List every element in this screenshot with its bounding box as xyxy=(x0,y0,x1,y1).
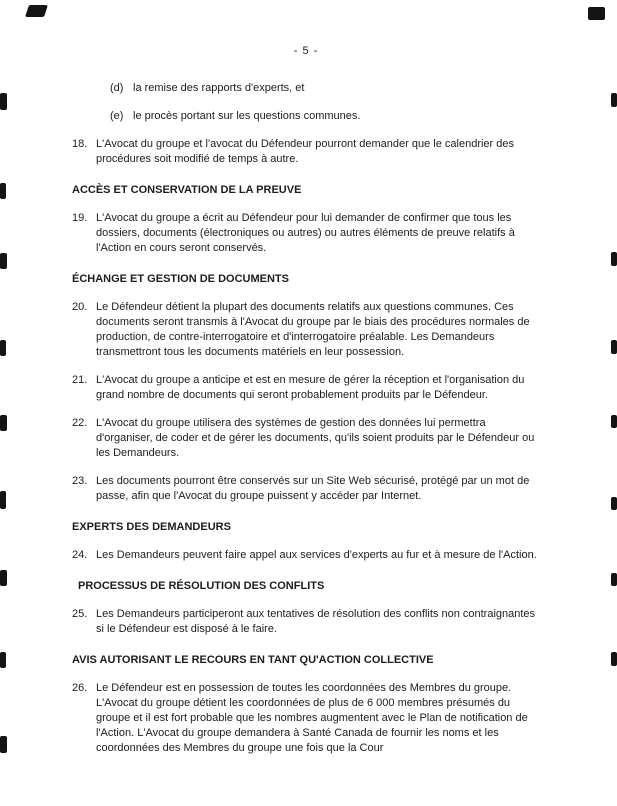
scan-artifact xyxy=(0,93,7,110)
scan-artifact xyxy=(611,652,617,666)
scan-artifact xyxy=(0,736,7,753)
scan-artifact xyxy=(588,7,605,20)
paragraph-18 xyxy=(72,137,540,167)
scan-artifact xyxy=(611,573,617,586)
paragraph-text: L'Avocat du groupe utilisera des systèmes de gestion des données lui permettra d'organiser, de coder et de gérer les documents, qu'ils soient produits par le Défendeur ou les Demandeurs. xyxy=(96,417,535,459)
scan-artifact xyxy=(0,415,7,431)
scan-artifact xyxy=(0,570,7,586)
section-heading-experts: EXPERTS DES DEMANDEURS xyxy=(72,521,231,533)
scan-artifact xyxy=(25,5,48,17)
paragraph-20 xyxy=(72,300,540,360)
paragraph-number: 23. xyxy=(72,475,88,487)
list-item-label: (e) xyxy=(110,110,124,122)
scan-artifact xyxy=(0,652,6,668)
section-heading-echange: ÉCHANGE ET GESTION DE DOCUMENTS xyxy=(72,273,289,285)
scan-artifact xyxy=(611,415,617,428)
list-item-e xyxy=(110,109,540,124)
paragraph-number: 20. xyxy=(72,301,88,313)
paragraph-text: Les documents pourront être conservés sur un Site Web sécurisé, protégé par un mot de passe, afin que l'Avocat du groupe puissent y accéder par Internet. xyxy=(96,475,530,502)
paragraph-24 xyxy=(72,548,540,563)
paragraph-number: 26. xyxy=(72,682,88,694)
list-item-text: le procès portant sur les questions communes. xyxy=(133,110,361,122)
paragraph-text: L'Avocat du groupe et l'avocat du Défendeur pourront demander que le calendrier des procédures soit modifié de temps à autre. xyxy=(96,138,514,165)
scan-artifact xyxy=(0,491,6,509)
paragraph-number: 25. xyxy=(72,608,88,620)
scan-artifact xyxy=(611,93,617,107)
paragraph-19 xyxy=(72,211,540,256)
page-number: - 5 - xyxy=(293,45,319,57)
scan-artifact xyxy=(611,252,617,266)
scan-artifact xyxy=(611,497,617,510)
paragraph-23 xyxy=(72,474,540,504)
paragraph-number: 22. xyxy=(72,417,88,429)
scan-artifact xyxy=(0,183,6,199)
paragraph-number: 24. xyxy=(72,549,88,561)
paragraph-text: Les Demandeurs participeront aux tentatives de résolution des conflits non contraignantes si le Défendeur est disposé à le faire. xyxy=(96,608,536,635)
paragraph-number: 21. xyxy=(72,374,88,386)
paragraph-text: Le Défendeur est en possession de toutes les coordonnées des Membres du groupe. L'Avocat du groupe détient les coordonnées de plus de 6 000 membres présumés du groupe et il est fort probable que les nombres augmentent avec le Plan de notification de l'Action. L'Avocat du groupe demandera à Santé Canada de fournir les noms et les coordonnées des Membres du groupe une fois que la Cour xyxy=(96,682,528,754)
paragraph-21 xyxy=(72,373,540,403)
section-heading-processus: PROCESSUS DE RÉSOLUTION DES CONFLITS xyxy=(78,580,325,592)
scan-artifact xyxy=(611,340,617,354)
list-item-label: (d) xyxy=(110,82,124,94)
list-item-d xyxy=(110,81,540,96)
paragraph-25 xyxy=(72,607,540,637)
paragraph-text: Le Défendeur détient la plupart des documents relatifs aux questions communes. Ces documents seront transmis à l'Avocat du groupe par le biais des procédures normales de production, de contre-interrogatoire et d'interrogatoire préalable. Les Demandeurs transmettront tous les documents matériels en leur possession. xyxy=(96,301,530,358)
list-item-text: la remise des rapports d'experts, et xyxy=(133,82,305,94)
paragraph-26 xyxy=(72,681,540,756)
paragraph-text: L'Avocat du groupe a écrit au Défendeur pour lui demander de confirmer que tous les dossiers, documents (électroniques ou autres) ou autres éléments de preuve relatifs à l'Action en cours seront conservés. xyxy=(96,212,515,254)
paragraph-22 xyxy=(72,416,540,461)
section-heading-avis: AVIS AUTORISANT LE RECOURS EN TANT QU'ACTION COLLECTIVE xyxy=(72,654,434,666)
paragraph-text: Les Demandeurs peuvent faire appel aux services d'experts au fur et à mesure de l'Action. xyxy=(96,549,537,561)
paragraph-text: L'Avocat du groupe a anticipe et est en mesure de gérer la réception et l'organisation du grand nombre de documents qui seront probablement produits par le Défendeur. xyxy=(96,374,525,401)
section-heading-acces: ACCÈS ET CONSERVATION DE LA PREUVE xyxy=(72,184,302,196)
scan-artifact xyxy=(0,340,6,356)
scan-artifact xyxy=(0,253,7,269)
paragraph-number: 19. xyxy=(72,212,88,224)
paragraph-number: 18. xyxy=(72,138,88,150)
